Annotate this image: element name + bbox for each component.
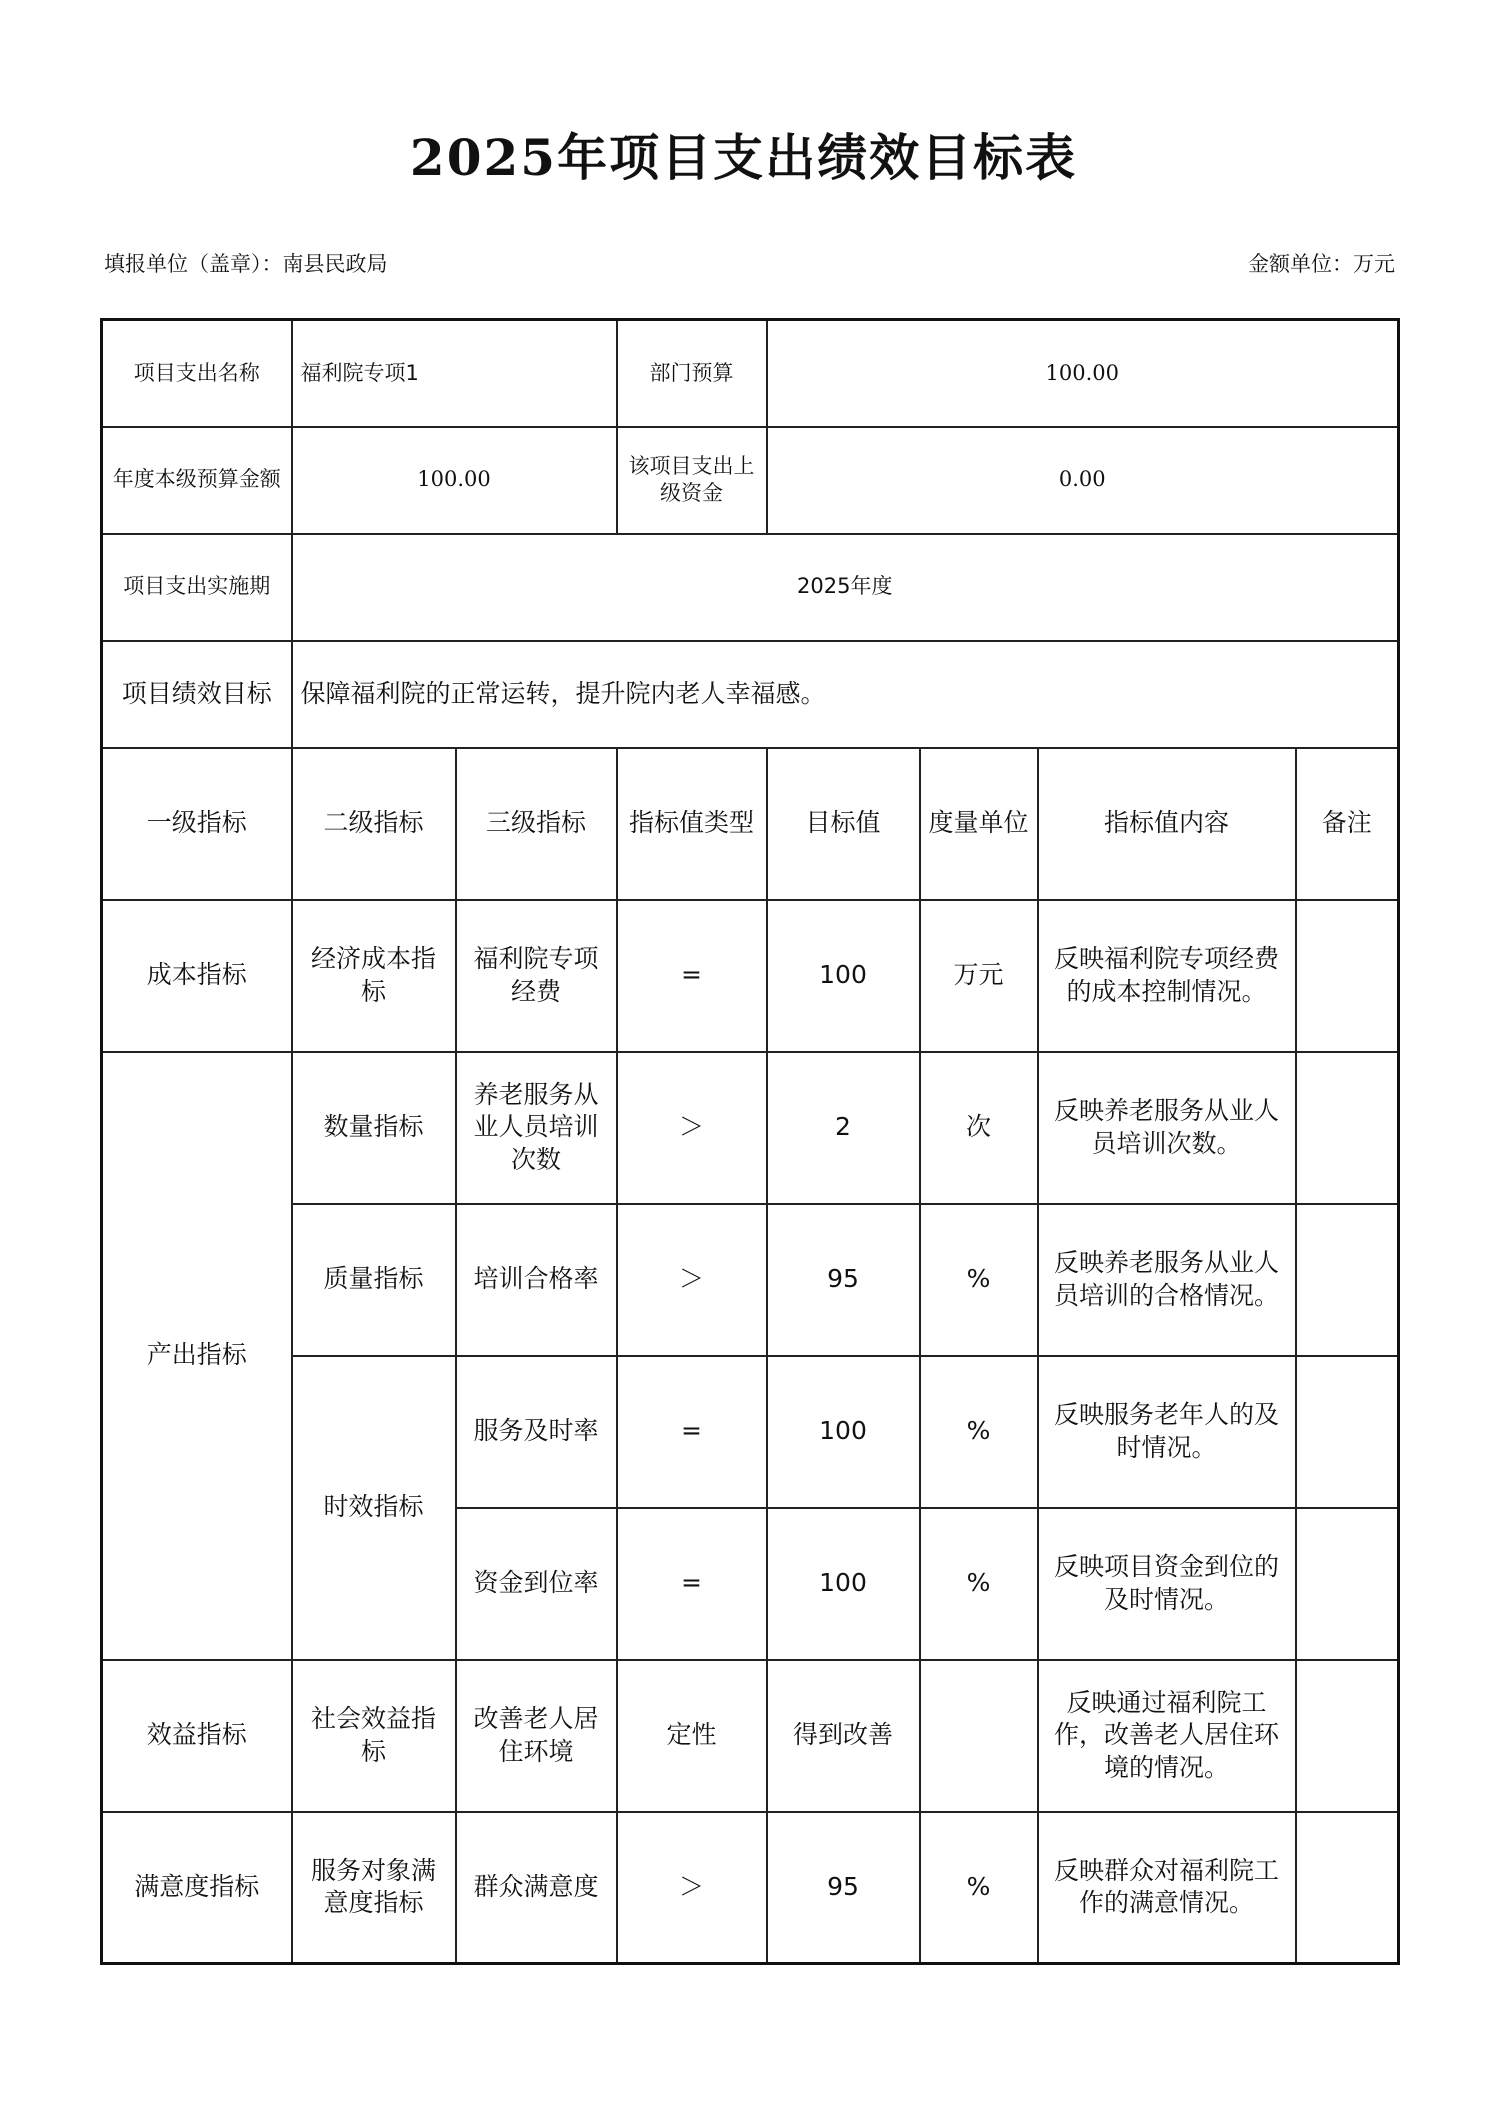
funds-level3: 资金到位率 — [456, 1508, 617, 1660]
row-project-name — [102, 320, 1399, 427]
project-name-label: 项目支出名称 — [102, 320, 292, 427]
table-row — [102, 1052, 1399, 1204]
reporting-unit: 填报单位（盖章）：南县民政局 — [104, 252, 388, 276]
table-row — [102, 900, 1399, 1052]
satisfaction-type: ＞ — [617, 1812, 767, 1964]
cost-type: = — [617, 900, 767, 1052]
benefit-level3: 改善老人居住环境 — [456, 1660, 617, 1812]
header-level1: 一级指标 — [102, 748, 292, 900]
table-row — [102, 1204, 1399, 1356]
header-level3: 三级指标 — [456, 748, 617, 900]
benefit-level2: 社会效益指标 — [292, 1660, 456, 1812]
upper-funds-value: 0.00 — [767, 427, 1399, 534]
annual-amount-value: 100.00 — [292, 427, 617, 534]
goal-label: 项目绩效目标 — [102, 641, 292, 748]
header-row — [102, 748, 1399, 900]
header-level2: 二级指标 — [292, 748, 456, 900]
service-type: = — [617, 1356, 767, 1508]
timeliness-level2: 时效指标 — [292, 1356, 456, 1660]
header-content: 指标值内容 — [1038, 748, 1296, 900]
service-level3: 服务及时率 — [456, 1356, 617, 1508]
quantity-target: 2 — [767, 1052, 920, 1204]
header-note: 备注 — [1296, 748, 1399, 900]
header-target: 目标值 — [767, 748, 920, 900]
row-goal — [102, 641, 1399, 748]
satisfaction-level1: 满意度指标 — [102, 1812, 292, 1964]
benefit-unit — [920, 1660, 1038, 1812]
satisfaction-content: 反映群众对福利院工作的满意情况。 — [1038, 1812, 1296, 1964]
table-row — [102, 1356, 1399, 1508]
row-annual-amount — [102, 427, 1399, 534]
header-type: 指标值类型 — [617, 748, 767, 900]
cost-level1: 成本指标 — [102, 900, 292, 1052]
output-level1: 产出指标 — [102, 1052, 292, 1660]
performance-target-table — [100, 318, 1400, 1965]
period-value: 2025年度 — [292, 534, 1399, 641]
satisfaction-level2: 服务对象满意度指标 — [292, 1812, 456, 1964]
quality-type: ＞ — [617, 1204, 767, 1356]
benefit-target: 得到改善 — [767, 1660, 920, 1812]
benefit-content: 反映通过福利院工作，改善老人居住环境的情况。 — [1038, 1660, 1296, 1812]
dept-budget-value: 100.00 — [767, 320, 1399, 427]
satisfaction-level3: 群众满意度 — [456, 1812, 617, 1964]
table-row — [102, 1812, 1399, 1964]
benefit-type: 定性 — [617, 1660, 767, 1812]
funds-note — [1296, 1508, 1399, 1660]
quality-content: 反映养老服务从业人员培训的合格情况。 — [1038, 1204, 1296, 1356]
currency-unit: 金额单位：万元 — [1248, 252, 1395, 276]
goal-value: 保障福利院的正常运转，提升院内老人幸福感。 — [292, 641, 1399, 748]
service-note — [1296, 1356, 1399, 1508]
period-label: 项目支出实施期 — [102, 534, 292, 641]
cost-note — [1296, 900, 1399, 1052]
quantity-unit: 次 — [920, 1052, 1038, 1204]
upper-funds-label: 该项目支出上级资金 — [617, 427, 767, 534]
row-period — [102, 534, 1399, 641]
quality-note — [1296, 1204, 1399, 1356]
header-unit: 度量单位 — [920, 748, 1038, 900]
page-title: 2025年项目支出绩效目标表 — [409, 128, 1078, 187]
quantity-note — [1296, 1052, 1399, 1204]
satisfaction-unit: % — [920, 1812, 1038, 1964]
satisfaction-note — [1296, 1812, 1399, 1964]
benefit-level1: 效益指标 — [102, 1660, 292, 1812]
funds-type: = — [617, 1508, 767, 1660]
cost-content: 反映福利院专项经费的成本控制情况。 — [1038, 900, 1296, 1052]
cost-level3: 福利院专项经费 — [456, 900, 617, 1052]
dept-budget-label: 部门预算 — [617, 320, 767, 427]
cost-unit: 万元 — [920, 900, 1038, 1052]
quality-level3: 培训合格率 — [456, 1204, 617, 1356]
funds-unit: % — [920, 1508, 1038, 1660]
benefit-note — [1296, 1660, 1399, 1812]
quantity-content: 反映养老服务从业人员培训次数。 — [1038, 1052, 1296, 1204]
funds-target: 100 — [767, 1508, 920, 1660]
cost-target: 100 — [767, 900, 920, 1052]
service-unit: % — [920, 1356, 1038, 1508]
annual-amount-label: 年度本级预算金额 — [102, 427, 292, 534]
service-content: 反映服务老年人的及时情况。 — [1038, 1356, 1296, 1508]
quality-unit: % — [920, 1204, 1038, 1356]
project-name-value: 福利院专项1 — [292, 320, 617, 427]
table-row — [102, 1660, 1399, 1812]
cost-level2: 经济成本指标 — [292, 900, 456, 1052]
quantity-level2: 数量指标 — [292, 1052, 456, 1204]
service-target: 100 — [767, 1356, 920, 1508]
quality-level2: 质量指标 — [292, 1204, 456, 1356]
funds-content: 反映项目资金到位的及时情况。 — [1038, 1508, 1296, 1660]
quantity-type: ＞ — [617, 1052, 767, 1204]
satisfaction-target: 95 — [767, 1812, 920, 1964]
quantity-level3: 养老服务从业人员培训次数 — [456, 1052, 617, 1204]
quality-target: 95 — [767, 1204, 920, 1356]
